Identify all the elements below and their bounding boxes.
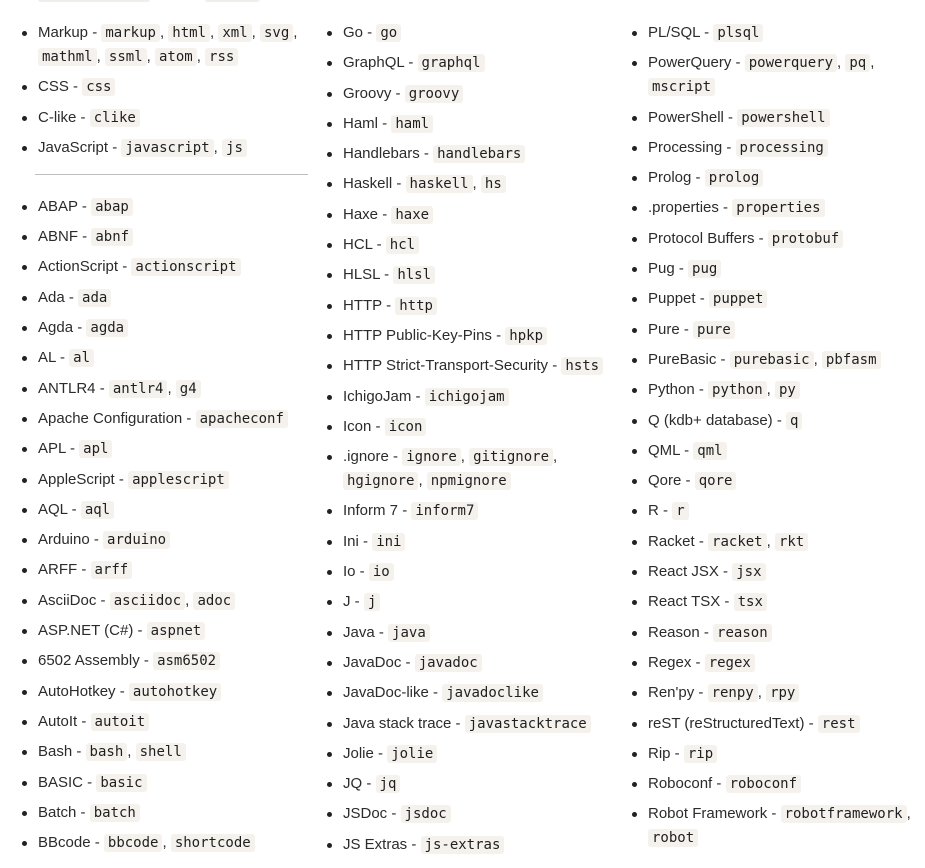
language-item-jsdoc: JSDoc - jsdoc — [325, 802, 615, 826]
language-alias-code: pq — [845, 54, 870, 72]
language-alias-code: python — [708, 381, 767, 399]
language-alias-code: bbcode — [104, 834, 163, 852]
language-name: QML — [648, 441, 680, 459]
language-item-powershell: PowerShell - powershell — [630, 106, 922, 130]
language-name: Io — [343, 563, 356, 581]
language-list — [630, 21, 922, 850]
language-name: ANTLR4 — [38, 379, 96, 397]
language-item-abnf: ABNF - abnf — [20, 225, 310, 249]
language-name: Protocol Buffers — [648, 229, 755, 247]
language-item-http-strict-transport-security: HTTP Strict-Transport-Security - hsts — [325, 354, 615, 378]
language-name: ABAP — [38, 197, 78, 215]
language-alias-code: jolie — [387, 745, 437, 763]
language-alias-code: jsx — [732, 563, 765, 581]
language-alias-code: hsts — [561, 357, 603, 375]
language-alias-code: ada — [78, 289, 111, 307]
language-name: PL/SQL — [648, 24, 700, 41]
language-item-q-kdb-database: Q (kdb+ database) - q — [630, 409, 922, 433]
language-alias-code: apacheconf — [196, 410, 288, 428]
language-item-groovy: Groovy - groovy — [325, 82, 615, 106]
language-item-actionscript: ActionScript - actionscript — [20, 255, 310, 279]
language-name: Racket — [648, 532, 695, 550]
language-item-pl-sql: PL/SQL - plsql — [630, 21, 922, 45]
language-name: PowerShell — [648, 108, 724, 126]
language-item-hlsl: HLSL - hlsl — [325, 263, 615, 287]
language-name: React JSX — [648, 563, 719, 581]
language-name: HTTP Strict-Transport-Security — [343, 357, 549, 375]
language-alias-code: svg — [260, 24, 293, 42]
language-item-http: HTTP - http — [325, 294, 615, 318]
language-name: .properties — [648, 199, 719, 217]
language-item-markup: Markup - markup , html , xml , svg , mathml , ssml , atom , rss — [20, 21, 310, 69]
language-alias-code: ini — [372, 533, 405, 551]
language-alias-code: http — [395, 297, 437, 315]
language-alias-code: abnf — [91, 228, 133, 246]
language-alias-code: plsql — [713, 24, 763, 42]
language-name: Jolie — [343, 744, 374, 762]
language-alias-code: asciidoc — [110, 592, 185, 610]
language-alias-code: puppet — [709, 290, 768, 308]
language-name: AppleScript — [38, 470, 115, 488]
language-alias-code: actionscript — [131, 258, 240, 276]
language-item-javascript: JavaScript - javascript , js — [20, 136, 310, 160]
section-divider — [35, 174, 308, 175]
language-name: IchigoJam — [343, 387, 412, 405]
language-item-autohotkey: AutoHotkey - autohotkey — [20, 680, 310, 704]
language-item-arduino: Arduino - arduino — [20, 528, 310, 552]
language-name: Ren'py — [648, 684, 695, 702]
language-alias-code: arff — [91, 561, 133, 579]
language-name: J — [343, 593, 351, 611]
language-name: Roboconf — [648, 775, 713, 793]
language-alias-code: jsdoc — [401, 805, 451, 823]
language-name: Puppet — [648, 290, 696, 308]
language-alias-code: tsx — [734, 593, 767, 611]
language-alias-code: js-extras — [421, 836, 505, 854]
language-name: JavaDoc — [343, 653, 402, 671]
language-item-pug: Pug - pug — [630, 257, 922, 281]
language-alias-code: roboconf — [726, 775, 801, 793]
language-item-apache-configuration: Apache Configuration - apacheconf — [20, 407, 310, 431]
language-name: Ini — [343, 532, 359, 550]
language-name: APL — [38, 440, 66, 458]
language-item-powerquery: PowerQuery - powerquery , pq , mscript — [630, 51, 922, 99]
language-alias-code: renpy — [708, 684, 758, 702]
language-name: BBcode — [38, 834, 91, 852]
language-name: JavaScript — [38, 138, 109, 156]
language-name: Ada — [38, 288, 65, 306]
language-item-bbcode: BBcode - bbcode , shortcode — [20, 831, 310, 855]
language-alias-code: inform7 — [411, 502, 478, 520]
language-alias-code: ignore — [402, 448, 461, 466]
language-alias-code: npmignore — [427, 472, 511, 490]
language-item-inform-7: Inform 7 - inform7 — [325, 499, 615, 523]
language-name: Pug — [648, 260, 675, 278]
language-item-go: Go - go — [325, 21, 615, 45]
language-name: Qore — [648, 472, 682, 490]
language-alias-code: protobuf — [768, 230, 843, 248]
language-name: Reason — [648, 623, 700, 641]
language-item-javadoc-like: JavaDoc-like - javadoclike — [325, 681, 615, 705]
language-name: R — [648, 502, 659, 520]
language-alias-code: robotframework — [781, 805, 907, 823]
language-item-roboconf: Roboconf - roboconf — [630, 772, 922, 796]
language-alias-code: apl — [79, 440, 112, 458]
language-alias-code: reason — [713, 624, 772, 642]
language-alias-code: gitignore — [469, 448, 553, 466]
language-alias-code: javadoclike — [442, 684, 543, 702]
language-list — [20, 21, 310, 160]
language-item-hcl: HCL - hcl — [325, 233, 615, 257]
language-alias-code: go — [376, 24, 401, 42]
language-name: Agda — [38, 319, 74, 337]
language-name: Regex — [648, 653, 692, 671]
language-alias-code: mscript — [648, 78, 715, 96]
language-name: Robot Framework — [648, 805, 768, 823]
language-alias-code: javascript — [121, 139, 213, 157]
language-item-aql: AQL - aql — [20, 498, 310, 522]
language-item-react-tsx: React TSX - tsx — [630, 590, 922, 614]
language-name: ASP.NET (C#) — [38, 622, 134, 640]
language-alias-code: atom — [155, 48, 197, 66]
language-name: Java stack trace — [343, 714, 452, 732]
language-item-handlebars: Handlebars - handlebars — [325, 142, 615, 166]
language-name: PureBasic — [648, 350, 717, 368]
language-item-jq: JQ - jq — [325, 772, 615, 796]
language-alias-code: purebasic — [730, 351, 814, 369]
language-name: PowerQuery — [648, 54, 732, 72]
language-alias-code: rip — [684, 745, 717, 763]
language-name: Markup — [38, 24, 89, 41]
cut-off-code-fragment — [205, 0, 260, 2]
language-name: Inform 7 — [343, 502, 399, 520]
language-item-io: Io - io — [325, 560, 615, 584]
language-item-ini: Ini - ini — [325, 530, 615, 554]
language-alias-code: hs — [481, 175, 506, 193]
language-item-css: CSS - css — [20, 75, 310, 99]
language-item-react-jsx: React JSX - jsx — [630, 560, 922, 584]
language-name: Icon — [343, 417, 372, 435]
language-name: CSS — [38, 78, 69, 96]
language-name: AQL — [38, 500, 68, 518]
language-item-autoit: AutoIt - autoit — [20, 710, 310, 734]
language-alias-code: mathml — [38, 48, 97, 66]
language-item-batch: Batch - batch — [20, 801, 310, 825]
language-item-qore: Qore - qore — [630, 469, 922, 493]
language-alias-code: hlsl — [393, 266, 435, 284]
language-name: Java — [343, 623, 375, 641]
language-alias-code: arduino — [103, 531, 170, 549]
language-alias-code: aspnet — [147, 622, 206, 640]
language-name: Haml — [343, 114, 379, 132]
language-name: .ignore — [343, 448, 389, 466]
language-item-properties: .properties - properties — [630, 196, 922, 220]
language-item-ignore: .ignore - ignore , gitignore , hgignore , npmignore — [325, 445, 615, 493]
language-alias-code: j — [364, 593, 380, 611]
language-alias-code: properties — [732, 199, 824, 217]
language-alias-code: javastacktrace — [465, 715, 591, 733]
language-item-ren-py: Ren'py - renpy , rpy — [630, 681, 922, 705]
language-name: reST (reStructuredText) — [648, 714, 805, 732]
language-alias-code: rest — [818, 715, 860, 733]
language-alias-code: g4 — [176, 380, 201, 398]
language-name: AsciiDoc — [38, 591, 97, 609]
language-alias-code: prolog — [705, 169, 764, 187]
language-item-javadoc: JavaDoc - javadoc — [325, 651, 615, 675]
language-name: Q (kdb+ database) — [648, 411, 773, 429]
language-list — [20, 195, 310, 855]
language-name: BASIC — [38, 773, 84, 791]
language-name: HLSL — [343, 266, 380, 284]
language-alias-code: pug — [688, 260, 721, 278]
language-item-rip: Rip - rip — [630, 742, 922, 766]
language-alias-code: processing — [736, 139, 828, 157]
language-name: AutoHotkey — [38, 682, 116, 700]
language-alias-code: agda — [86, 319, 128, 337]
language-alias-code: haskell — [406, 175, 473, 193]
language-name: GraphQL — [343, 54, 405, 72]
language-name: ABNF — [38, 228, 79, 246]
language-alias-code: java — [388, 624, 430, 642]
language-alias-code: py — [775, 381, 800, 399]
language-item-python: Python - python , py — [630, 378, 922, 402]
language-item-jolie: Jolie - jolie — [325, 742, 615, 766]
language-item-haskell: Haskell - haskell , hs — [325, 172, 615, 196]
language-item-ada: Ada - ada — [20, 286, 310, 310]
language-item-antlr4: ANTLR4 - antlr4 , g4 — [20, 377, 310, 401]
language-name: Haskell — [343, 175, 393, 193]
language-item-j: J - j — [325, 590, 615, 614]
language-alias-code: graphql — [418, 54, 485, 72]
language-item-al: AL - al — [20, 346, 310, 370]
language-alias-code: pure — [693, 321, 735, 339]
language-alias-code: icon — [385, 418, 427, 436]
language-alias-code: markup — [101, 24, 160, 42]
language-item-agda: Agda - agda — [20, 316, 310, 340]
language-item-rest-restructuredtext: reST (reStructuredText) - rest — [630, 712, 922, 736]
language-item-pure: Pure - pure — [630, 318, 922, 342]
language-item-applescript: AppleScript - applescript — [20, 468, 310, 492]
language-alias-code: autoit — [91, 713, 150, 731]
language-alias-code: antlr4 — [109, 380, 168, 398]
language-name: JavaDoc-like — [343, 684, 429, 702]
language-item-ichigojam: IchigoJam - ichigojam — [325, 385, 615, 409]
language-alias-code: javadoc — [415, 654, 482, 672]
language-name: Prolog — [648, 169, 692, 187]
language-alias-code: io — [369, 563, 394, 581]
language-alias-code: rss — [205, 48, 238, 66]
language-name: HTTP — [343, 296, 382, 314]
language-item-http-public-key-pins: HTTP Public-Key-Pins - hpkp — [325, 324, 615, 348]
language-name: Python — [648, 381, 695, 399]
language-alias-code: applescript — [128, 471, 229, 489]
language-item-abap: ABAP - abap — [20, 195, 310, 219]
language-alias-code: al — [69, 349, 94, 367]
language-item-prolog: Prolog - prolog — [630, 166, 922, 190]
language-name: Pure — [648, 320, 680, 338]
language-alias-code: ichigojam — [425, 388, 509, 406]
language-item-puppet: Puppet - puppet — [630, 287, 922, 311]
language-item-protocol-buffers: Protocol Buffers - protobuf — [630, 227, 922, 251]
language-item-java: Java - java — [325, 621, 615, 645]
language-alias-code: q — [786, 412, 802, 430]
language-alias-code: r — [672, 502, 688, 520]
language-name: Groovy — [343, 84, 392, 102]
language-name: Haxe — [343, 205, 379, 223]
language-item-qml: QML - qml — [630, 439, 922, 463]
language-item-apl: APL - apl — [20, 437, 310, 461]
language-item-processing: Processing - processing — [630, 136, 922, 160]
language-alias-code: autohotkey — [129, 683, 221, 701]
language-item-haml: Haml - haml — [325, 112, 615, 136]
language-name: Batch — [38, 803, 77, 821]
language-name: HCL — [343, 236, 373, 254]
language-alias-code: powershell — [737, 109, 829, 127]
language-item-haxe: Haxe - haxe — [325, 203, 615, 227]
language-item-js-extras: JS Extras - js-extras — [325, 833, 615, 857]
language-item-asp-net-c: ASP.NET (C#) - aspnet — [20, 619, 310, 643]
language-alias-code: groovy — [405, 85, 464, 103]
language-alias-code: abap — [91, 198, 133, 216]
language-item-icon: Icon - icon — [325, 415, 615, 439]
language-name: AutoIt — [38, 712, 78, 730]
language-name: Handlebars — [343, 145, 420, 163]
language-name: JS Extras — [343, 835, 408, 853]
language-name: React TSX — [648, 593, 721, 611]
language-alias-code: clike — [90, 109, 140, 127]
language-alias-code: bash — [86, 743, 128, 761]
language-alias-code: handlebars — [433, 145, 525, 163]
language-alias-code: pbfasm — [822, 351, 881, 369]
language-alias-code: js — [222, 139, 247, 157]
language-item-regex: Regex - regex — [630, 651, 922, 675]
language-alias-code: racket — [708, 533, 767, 551]
language-alias-code: css — [82, 78, 115, 96]
language-name: C-like — [38, 108, 77, 126]
language-alias-code: adoc — [193, 592, 235, 610]
language-item-bash: Bash - bash , shell — [20, 740, 310, 764]
language-name: ARFF — [38, 561, 78, 579]
language-alias-code: html — [168, 24, 210, 42]
language-alias-code: jq — [376, 775, 401, 793]
language-name: Arduino — [38, 531, 90, 549]
language-item-c-like: C-like - clike — [20, 106, 310, 130]
language-alias-code: qore — [695, 472, 737, 490]
cut-off-code-fragment — [38, 0, 150, 2]
language-name: Rip — [648, 744, 671, 762]
language-alias-code: shortcode — [171, 834, 255, 852]
language-item-purebasic: PureBasic - purebasic , pbfasm — [630, 348, 922, 372]
language-name: Go — [343, 24, 364, 41]
language-alias-code: ssml — [105, 48, 147, 66]
language-item-basic: BASIC - basic — [20, 771, 310, 795]
language-column-3 — [630, 21, 922, 857]
language-alias-code: haml — [391, 115, 433, 133]
language-alias-code: regex — [705, 654, 755, 672]
language-name: JQ — [343, 775, 363, 793]
language-alias-code: batch — [90, 804, 140, 822]
language-alias-code: asm6502 — [153, 652, 220, 670]
language-alias-code: haxe — [391, 206, 433, 224]
language-name: Bash — [38, 743, 73, 761]
language-item-6502-assembly: 6502 Assembly - asm6502 — [20, 649, 310, 673]
language-list — [325, 21, 615, 857]
language-item-arff: ARFF - arff — [20, 558, 310, 582]
language-item-java-stack-trace: Java stack trace - javastacktrace — [325, 712, 615, 736]
language-item-reason: Reason - reason — [630, 621, 922, 645]
language-alias-code: xml — [218, 24, 251, 42]
language-alias-code: qml — [693, 442, 726, 460]
language-alias-code: hcl — [386, 236, 419, 254]
language-name: 6502 Assembly — [38, 652, 140, 670]
language-alias-code: robot — [648, 829, 698, 847]
language-item-graphql: GraphQL - graphql — [325, 51, 615, 75]
language-column-2 — [325, 21, 615, 863]
language-name: HTTP Public-Key-Pins — [343, 326, 492, 344]
language-item-racket: Racket - racket , rkt — [630, 530, 922, 554]
language-column-1 — [20, 21, 310, 861]
language-item-r: R - r — [630, 499, 922, 523]
language-alias-code: hpkp — [505, 327, 547, 345]
language-alias-code: hgignore — [343, 472, 418, 490]
language-name: JSDoc — [343, 805, 388, 823]
language-name: Apache Configuration — [38, 409, 183, 427]
language-name: AL — [38, 349, 56, 367]
language-alias-code: rpy — [766, 684, 799, 702]
language-name: Processing — [648, 138, 723, 156]
language-item-asciidoc: AsciiDoc - asciidoc , adoc — [20, 589, 310, 613]
language-name: ActionScript — [38, 258, 119, 276]
language-alias-code: basic — [96, 774, 146, 792]
language-item-robot-framework: Robot Framework - robotframework , robot — [630, 802, 922, 850]
language-alias-code: powerquery — [745, 54, 837, 72]
language-alias-code: shell — [136, 743, 186, 761]
language-alias-code: rkt — [775, 533, 808, 551]
language-alias-code: aql — [81, 501, 114, 519]
